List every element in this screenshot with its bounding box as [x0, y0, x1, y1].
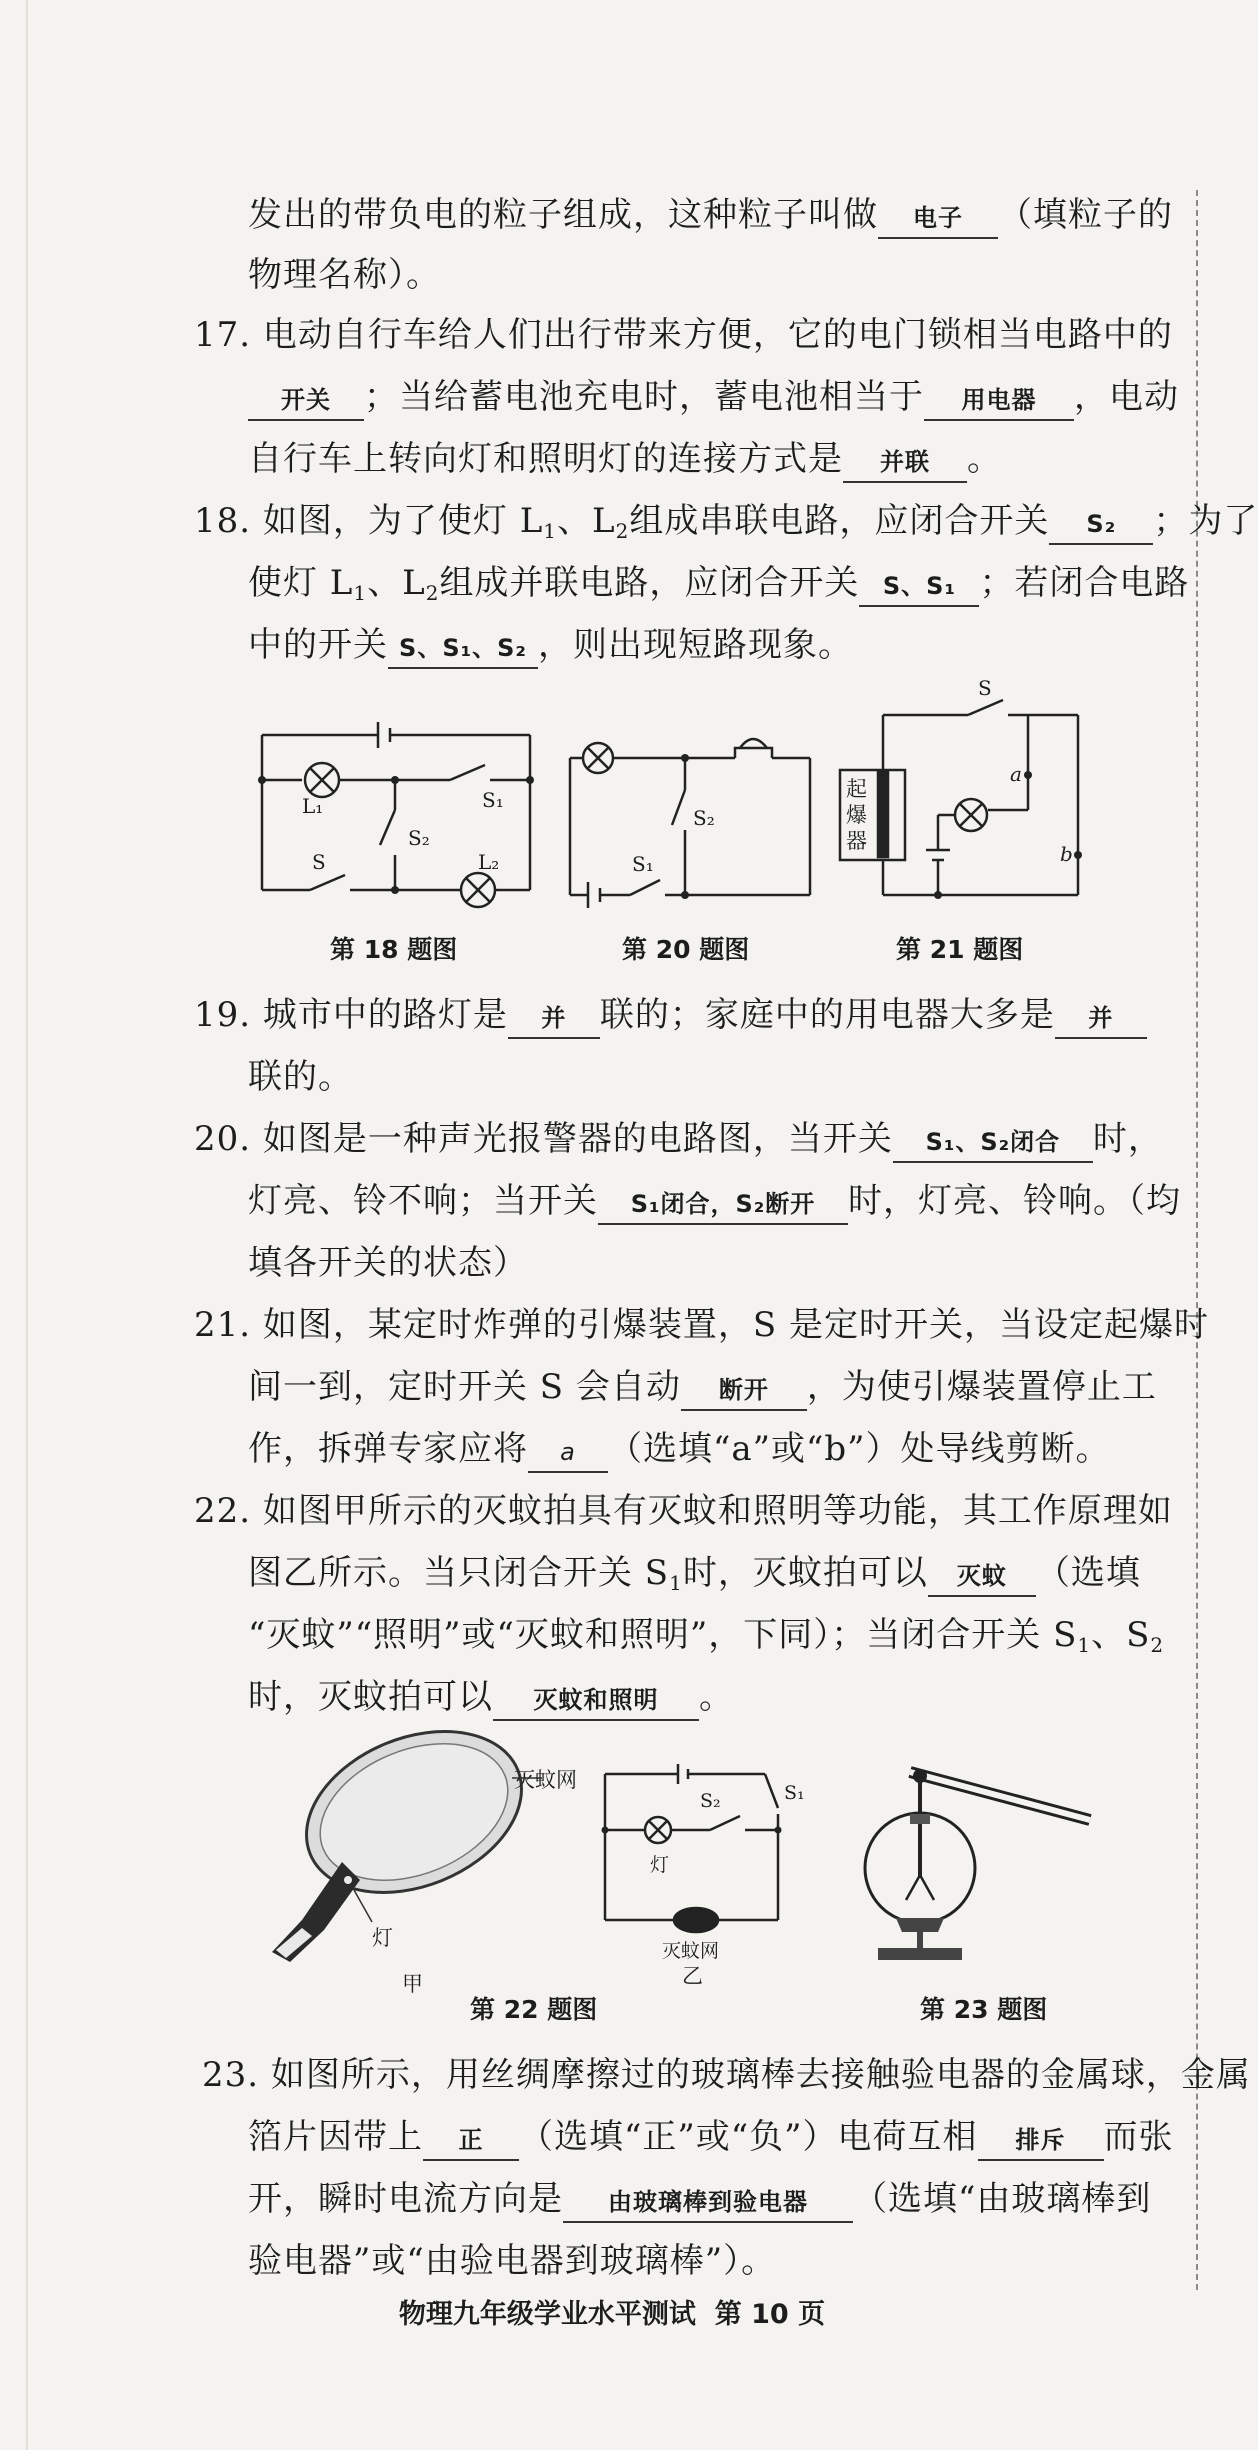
q21-line3: 作，拆弹专家应将 a （选填“a”或“b”）处导线剪断。 — [248, 1424, 1111, 1474]
q17-number: 17. — [194, 315, 252, 355]
q23-line1: 23. 如图所示，用丝绸摩擦过的玻璃棒去接触验电器的金属球，金属 — [202, 2050, 1251, 2100]
q17-line3: 自行车上转向灯和照明灯的连接方式是 并联 。 — [248, 434, 1002, 484]
fig22-s2-label: S₂ — [700, 1790, 721, 1812]
figure-22-caption: 第 22 题图 — [470, 1995, 598, 2024]
fig22-jia-label: 甲 — [402, 1972, 423, 1996]
fig20-s2-label: S₂ — [693, 806, 715, 830]
q23-answer-2: 排斥 — [978, 2121, 1104, 2161]
q21-line2: 间一到，定时开关 S 会自动 断开 ，为使引爆装置停止工 — [248, 1362, 1157, 1412]
q17-answer-1: 开关 — [248, 381, 364, 421]
figure-21-circuit — [838, 676, 1088, 910]
q18-line3: 中的开关 S、S₁、S₂ ，则出现短路现象。 — [248, 620, 853, 670]
q22-line2: 图乙所示。当只闭合开关 $S_1$时，灭蚊拍可以 灭蚊 （选填 — [248, 1553, 1141, 1595]
footer-page-number: 第 10 页 — [714, 2299, 826, 2330]
q18-answer-1: S₂ — [1049, 505, 1153, 545]
q20-line1: 20. 如图是一种声光报警器的电路图，当开关 S₁、S₂闭合 时， — [194, 1114, 1163, 1164]
fig21-device-label: 起爆器 — [846, 777, 867, 853]
q18-answer-3: S、S₁、S₂ — [388, 629, 538, 669]
q23-line2: 箔片因带上 正 （选填“正”或“负”）电荷互相 排斥 而张 — [248, 2112, 1174, 2162]
q22-answer-2: 灭蚊和照明 — [493, 1681, 699, 1721]
figure-23-caption: 第 23 题图 — [920, 1995, 1048, 2024]
q20-number: 20. — [194, 1119, 252, 1159]
fig22-yi-label: 乙 — [682, 1964, 703, 1988]
fig18-l2-label: L₂ — [478, 850, 500, 874]
q20-line3: 填各开关的状态） — [248, 1243, 528, 1283]
q22-number: 22. — [194, 1491, 252, 1531]
q22-line3: “灭蚊”“照明”或“灭蚊和照明”，下同）；当闭合开关 $S_1$、$S_2$ — [248, 1615, 1165, 1657]
q20-answer-2: S₁闭合，S₂断开 — [598, 1185, 848, 1225]
q19-line2: 联的。 — [248, 1057, 353, 1097]
fig22-lamp-label: 灯 — [372, 1926, 393, 1950]
q23-line3: 开，瞬时电流方向是 由玻璃棒到验电器 （选填“由玻璃棒到 — [248, 2174, 1151, 2224]
figure-20-caption: 第 20 题图 — [622, 935, 750, 964]
q17-answer-2: 用电器 — [924, 381, 1074, 421]
figure-18-circuit — [250, 710, 540, 910]
fig18-s1-label: S₁ — [482, 788, 504, 812]
q16-line2: 物理名称）。 — [248, 255, 441, 295]
q23-number: 23. — [202, 2055, 260, 2095]
q22-line1: 22. 如图甲所示的灭蚊拍具有灭蚊和照明等功能，其工作原理如 — [194, 1486, 1173, 1536]
page-edge — [26, 0, 28, 2450]
q21-line1: 21. 如图，某定时炸弹的引爆装置，S 是定时开关，当设定起爆时 — [194, 1300, 1209, 1350]
q18-answer-2: S、S₁ — [859, 567, 979, 607]
fig18-s2-label: S₂ — [408, 826, 430, 850]
q23-line4: 验电器”或“由验电器到玻璃棒”）。 — [248, 2241, 777, 2281]
figure-22-yi-circuit — [600, 1760, 805, 1988]
q17-answer-3: 并联 — [843, 443, 967, 483]
footer-title: 物理九年级学业水平测试 — [398, 2299, 696, 2330]
q17-line1: 17. 电动自行车给人们出行带来方便，它的电门锁相当电路中的 — [194, 310, 1173, 360]
figure-21-caption: 第 21 题图 — [896, 935, 1024, 964]
q21-answer-2: a — [528, 1433, 608, 1473]
q22-line4: 时，灭蚊拍可以 灭蚊和照明 。 — [248, 1672, 734, 1722]
fig22-net-label: 灭蚊网 — [514, 1768, 577, 1792]
q19-answer-1: 并 — [508, 999, 600, 1039]
q23-answer-1: 正 — [423, 2121, 519, 2161]
figure-18-caption: 第 18 题图 — [330, 935, 458, 964]
fig22-net2-label: 灭蚊网 — [662, 1940, 720, 1962]
figure-22-jia-swatter — [262, 1730, 577, 1996]
q16-line1: 发出的带负电的粒子组成，这种粒子叫做 电子 （填粒子的 — [248, 190, 1173, 240]
fig21-b-label: b — [1060, 842, 1073, 866]
q19-line1: 19. 城市中的路灯是 并 联的；家庭中的用电器大多是 并 — [194, 990, 1147, 1040]
q19-answer-2: 并 — [1055, 999, 1147, 1039]
q18-number: 18. — [194, 501, 252, 541]
fig21-s-label: S — [978, 676, 992, 700]
q20-answer-1: S₁、S₂闭合 — [893, 1123, 1093, 1163]
fig22-lamp2-label: 灯 — [650, 1854, 670, 1876]
q22-answer-1: 灭蚊 — [928, 1557, 1036, 1597]
q17-line2: 开关 ；当给蓄电池充电时，蓄电池相当于 用电器 ，电动 — [248, 372, 1179, 422]
q20-line2: 灯亮、铃不响；当开关 S₁闭合，S₂断开 时，灯亮、铃响。（均 — [248, 1176, 1181, 1226]
q23-answer-3: 由玻璃棒到验电器 — [563, 2183, 853, 2223]
q21-number: 21. — [194, 1305, 252, 1345]
q21-answer-1: 断开 — [681, 1371, 807, 1411]
figure-23-electroscope — [870, 1750, 1100, 1970]
fig18-s-label: S — [312, 850, 326, 874]
page-footer — [0, 2292, 1224, 2331]
fig22-s1-label: S₁ — [784, 1782, 805, 1804]
q19-number: 19. — [194, 995, 252, 1035]
figure-20-circuit — [560, 730, 820, 910]
q18-line2: 使灯 $L_1$、$L_2$组成并联电路，应闭合开关 S、S₁ ；若闭合电路 — [248, 563, 1190, 605]
fig18-l1-label: L₁ — [302, 794, 324, 818]
fig21-a-label: a — [1010, 762, 1022, 786]
q18-line1: 18. 如图，为了使灯 $L_1$、$L_2$组成串联电路，应闭合开关 S₂ ；为了 — [194, 496, 1258, 546]
fig20-s1-label: S₁ — [632, 852, 654, 876]
q16-answer-1: 电子 — [878, 199, 998, 239]
